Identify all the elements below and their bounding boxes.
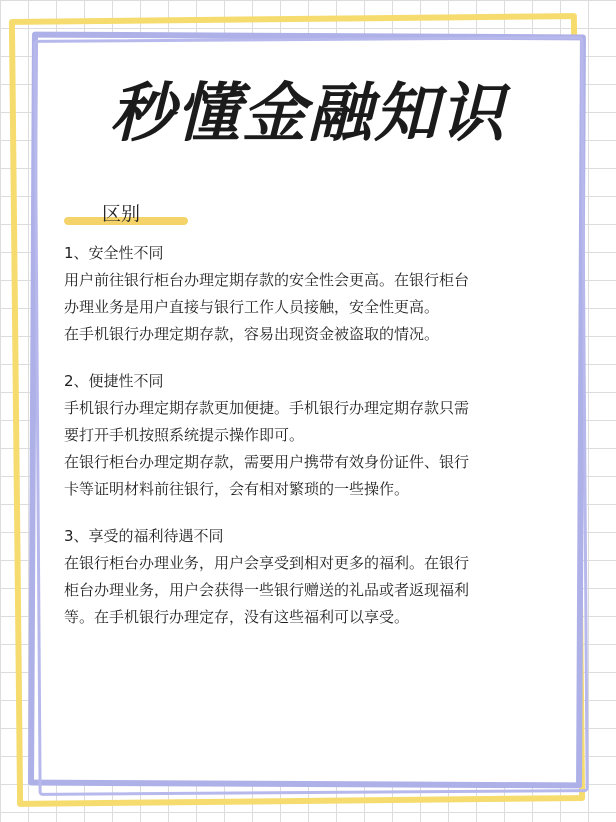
paragraph-line: 卡等证明材料前往银行，会有相对繁琐的一些操作。 (64, 480, 410, 498)
section-label (64, 202, 188, 230)
section-2 (64, 368, 564, 503)
section-heading: 3、享受的福利待遇不同 (64, 527, 224, 545)
paragraph-line: 手机银行办理定期存款更加便捷。手机银行办理定期存款只需 (64, 399, 470, 417)
section-1 (64, 240, 564, 348)
paragraph-line: 在银行柜台办理业务，用户会享受到相对更多的福利。在银行 (64, 554, 470, 572)
paragraph-line: 在手机银行办理定期存款，容易出现资金被盗取的情况。 (64, 325, 440, 343)
section-heading: 1、安全性不同 (64, 244, 164, 262)
paragraph-line: 柜台办理业务，用户会获得一些银行赠送的礼品或者返现福利 (64, 581, 470, 599)
section-heading: 2、便捷性不同 (64, 372, 164, 390)
page-title: 秒懂金融知识 (110, 77, 506, 151)
paragraph-line: 要打开手机按照系统提示操作即可。 (64, 426, 305, 444)
section-3 (64, 523, 564, 631)
paragraph-line: 在银行柜台办理定期存款，需要用户携带有效身份证件、银行 (64, 453, 470, 471)
article-body (64, 240, 564, 651)
section-label-text: 区别 (102, 203, 141, 225)
paragraph-line: 用户前往银行柜台办理定期存款的安全性会更高。在银行柜台 (64, 271, 470, 289)
paragraph-line: 等。在手机银行办理定存，没有这些福利可以享受。 (64, 608, 410, 626)
paragraph-line: 办理业务是用户直接与银行工作人员接触，安全性更高。 (64, 298, 440, 316)
